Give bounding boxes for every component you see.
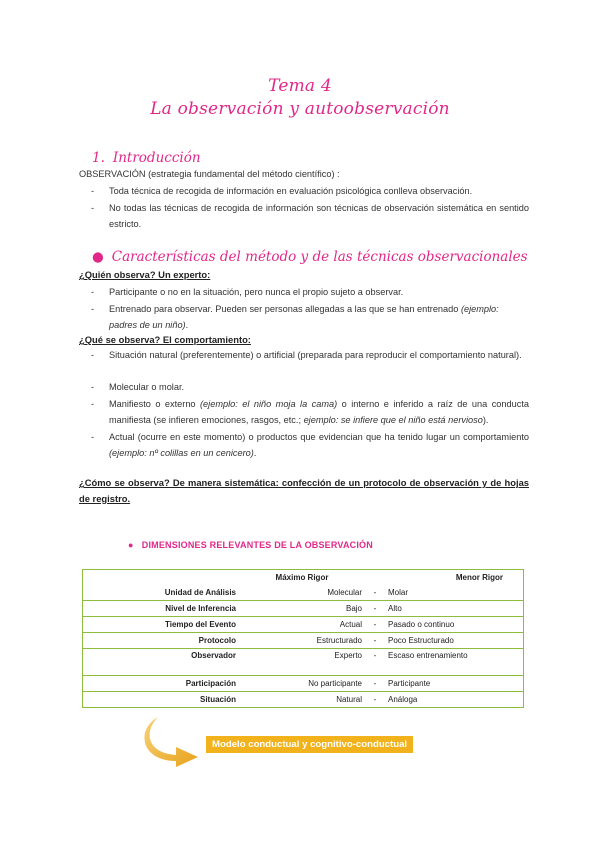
- row-dash: -: [365, 601, 385, 617]
- col-min-header: Menor Rigor: [455, 573, 503, 582]
- col-max-header: Máximo Rigor: [275, 573, 329, 582]
- que-item-1: Situación natural (preferentemente) o artificial (preparada para reproducir el comportamiento natural).: [109, 350, 522, 360]
- section-intro-title: Introducción: [112, 150, 201, 166]
- page-title: La observación y autoobservación: [150, 99, 450, 119]
- row-dash: -: [365, 676, 385, 692]
- quien-item-2-end: .: [185, 319, 189, 330]
- row-min: Análoga: [385, 692, 524, 708]
- que-item-3-example-1: (ejemplo: el niño moja la cama): [200, 399, 338, 409]
- dimensiones-table: [82, 569, 524, 708]
- row-dash: -: [365, 633, 385, 649]
- table-row: [83, 633, 524, 649]
- section-intro-heading: [92, 150, 201, 166]
- row-max: Molecular: [239, 585, 365, 601]
- que-item-3-a: Manifiesto o externo: [109, 399, 200, 409]
- quien-item-2: [109, 302, 529, 333]
- table-row: [83, 601, 524, 617]
- que-item-4-a: Actual (ocurre en este momento) o productos que evidencian que ha tenido lugar un comportamiento: [109, 432, 529, 442]
- dash-marker: -: [91, 432, 95, 442]
- dash-marker: -: [91, 186, 95, 196]
- row-min: Molar: [385, 585, 524, 601]
- table-row: [83, 692, 524, 708]
- que-item-3-c: ).: [482, 414, 489, 425]
- dash-marker: -: [91, 350, 95, 360]
- row-label: Protocolo: [83, 633, 240, 649]
- table-header-row: [83, 570, 524, 586]
- row-label: Situación: [83, 692, 240, 708]
- intro-item-1: Toda técnica de recogida de información en evaluación psicológica conlleva observación.: [109, 186, 473, 196]
- que-item-4-b: .: [253, 447, 257, 458]
- curved-arrow-icon: [140, 713, 204, 769]
- section-caracteristicas-heading: [92, 249, 528, 265]
- bullet-dot-icon: ●: [92, 249, 104, 265]
- row-max: Estructurado: [239, 633, 365, 649]
- row-min: Poco Estructurado: [385, 633, 524, 649]
- dimensiones-title: DIMENSIONES RELEVANTES DE LA OBSERVACIÓN: [141, 540, 373, 550]
- row-min: Pasado o continuo: [385, 617, 524, 633]
- dimensiones-heading: [128, 540, 373, 550]
- tema-label: Tema 4: [268, 76, 332, 96]
- row-max: Natural: [239, 692, 365, 708]
- table-row: [83, 585, 524, 601]
- row-label: Observador: [83, 649, 240, 676]
- row-label: Participación: [83, 676, 240, 692]
- table-row: [83, 676, 524, 692]
- que-item-2: Molecular o molar.: [109, 382, 185, 392]
- bullet-dot-icon: ●: [128, 540, 134, 550]
- model-label-box: Modelo conductual y cognitivo-conductual: [206, 736, 413, 753]
- section-number: 1.: [92, 150, 105, 166]
- que-question: ¿Qué se observa? El comportamiento:: [79, 334, 251, 345]
- que-item-3-example-2: ejemplo: se infiere que el niño está nervioso: [303, 414, 483, 425]
- row-label: Nivel de Inferencia: [83, 601, 240, 617]
- row-dash: -: [365, 692, 385, 708]
- row-label: Unidad de Análisis: [83, 585, 240, 601]
- row-max: Bajo: [239, 601, 365, 617]
- row-dash: -: [365, 585, 385, 601]
- row-max: No participante: [239, 676, 365, 692]
- row-dash: -: [365, 617, 385, 633]
- row-min: Participante: [385, 676, 524, 692]
- row-max: Experto: [239, 649, 365, 676]
- row-min: Escaso entrenamiento: [385, 649, 524, 676]
- que-item-3: [109, 397, 529, 428]
- quien-item-1: Participante o no en la situación, pero nunca el propio sujeto a observar.: [109, 287, 404, 297]
- quien-item-2-text: Entrenado para observar. Pueden ser personas allegadas a las que se han entrenado: [109, 304, 461, 314]
- table-row: [83, 617, 524, 633]
- quien-question: ¿Quién observa? Un experto:: [79, 269, 211, 280]
- que-item-4-example: (ejemplo: nº colillas en un cenicero): [109, 447, 254, 458]
- quien-item-2-example: (ejemplo: padres de un niño): [109, 304, 499, 330]
- dash-marker: -: [91, 304, 95, 314]
- section-caracteristicas-title: Características del método y de las técnicas observacionales: [111, 249, 528, 265]
- como-question: ¿Cómo se observa? De manera sistemática: confección de un protocolo de observación y de hojas de registro.: [79, 477, 529, 504]
- dash-marker: -: [91, 382, 95, 392]
- dash-marker: -: [91, 287, 95, 297]
- row-min: Alto: [385, 601, 524, 617]
- que-item-4: [109, 430, 529, 461]
- table-row: [83, 649, 524, 676]
- dash-marker: -: [91, 399, 95, 409]
- row-dash: -: [365, 649, 385, 676]
- row-label: Tiempo del Evento: [83, 617, 240, 633]
- intro-item-2: No todas las técnicas de recogida de información son técnicas de observación sistemática en sentido estricto.: [109, 203, 529, 229]
- intro-line: OBSERVACIÓN (estrategia fundamental del método científico) :: [79, 169, 340, 179]
- dash-marker: -: [91, 203, 95, 213]
- row-max: Actual: [239, 617, 365, 633]
- que-item-3-b: o interno e inferido a raíz de una conducta manifiesta (se infieren emociones, rasgos, etc.;: [109, 399, 529, 425]
